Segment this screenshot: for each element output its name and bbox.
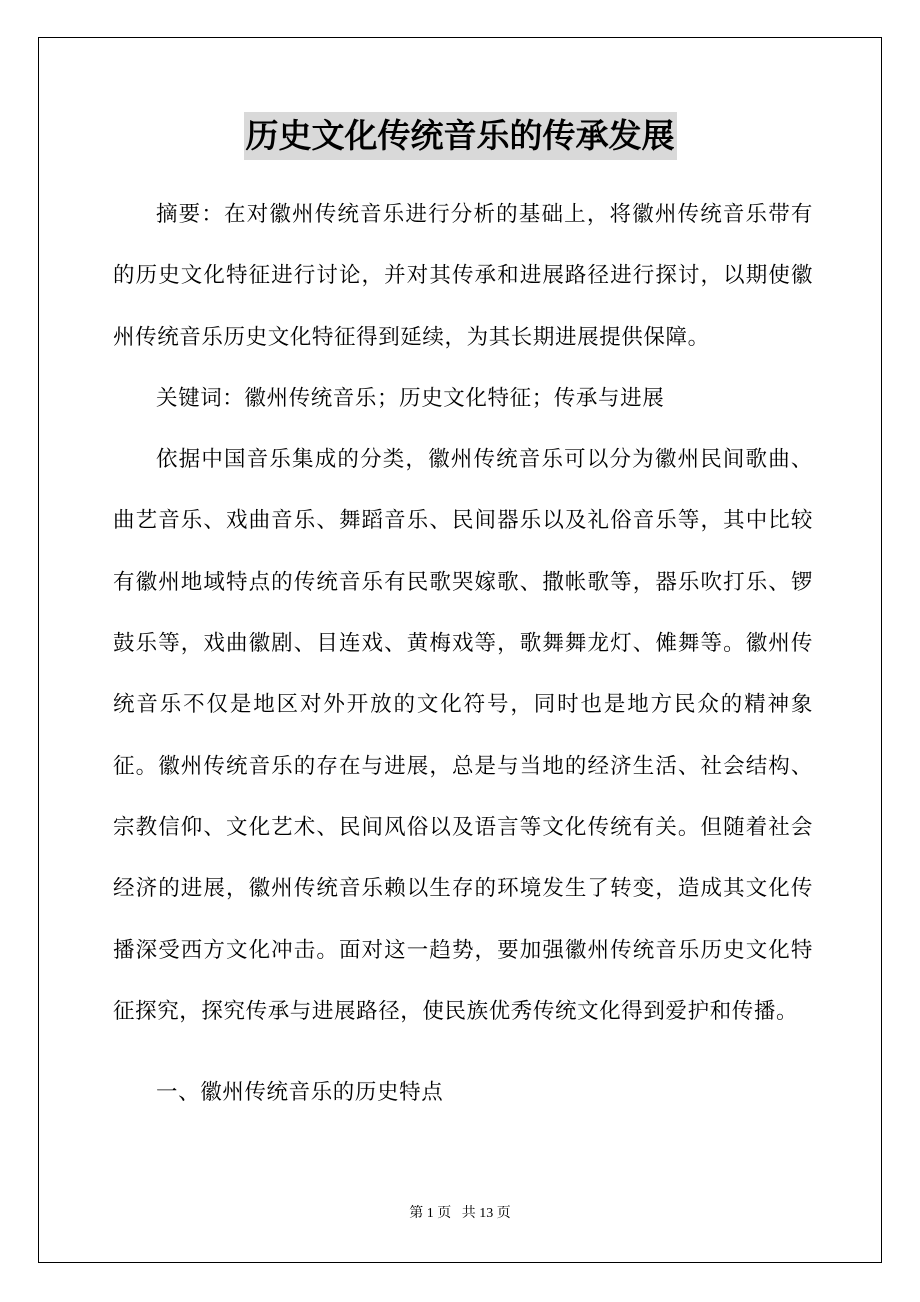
document-body [113,184,813,1123]
keywords-paragraph: 关键词：徽州传统音乐；历史文化特征；传承与进展 [156,385,665,411]
document-title: 历史文化传统音乐的传承发展 [244,112,677,160]
abstract-paragraph: 摘要：在对徽州传统音乐进行分析的基础上，将徽州传统音乐带有的历史文化特征进行讨论，并对其传承和进展路径进行探讨，以期使徽州传统音乐历史文化特征得到延续，为其长期进展提供保障。 [113,202,813,350]
page-footer [0,1204,920,1224]
page-total: 共 13 页 [461,1206,511,1221]
body-paragraph: 依据中国音乐集成的分类，徽州传统音乐可以分为徽州民间歌曲、曲艺音乐、戏曲音乐、舞蹈音乐、民间器乐以及礼俗音乐等，其中比较有徽州地域特点的传统音乐有民歌哭嫁歌、撒帐歌等，器乐吹打乐、锣鼓乐等，戏曲徽剧、目连戏、黄梅戏等，歌舞舞龙灯、傩舞等。徽州传统音乐不仅是地区对外开放的文化符号，同时也是地方民众的精神象征。徽州传统音乐的存在与进展，总是与当地的经济生活、社会结构、宗教信仰、文化艺术、民间风俗以及语言等文化传统有关。但随着社会经济的进展，徽州传统音乐赖以生存的环境发生了转变，造成其文化传播深受西方文化冲击。面对这一趋势，要加强徽州传统音乐历史文化特征探究，探究传承与进展路径，使民族优秀传统文化得到爱护和传播。 [113,447,813,1024]
section-heading: 一、徽州传统音乐的历史特点 [156,1080,444,1106]
page-number: 第 1 页 [409,1206,452,1221]
title-container [0,112,920,160]
